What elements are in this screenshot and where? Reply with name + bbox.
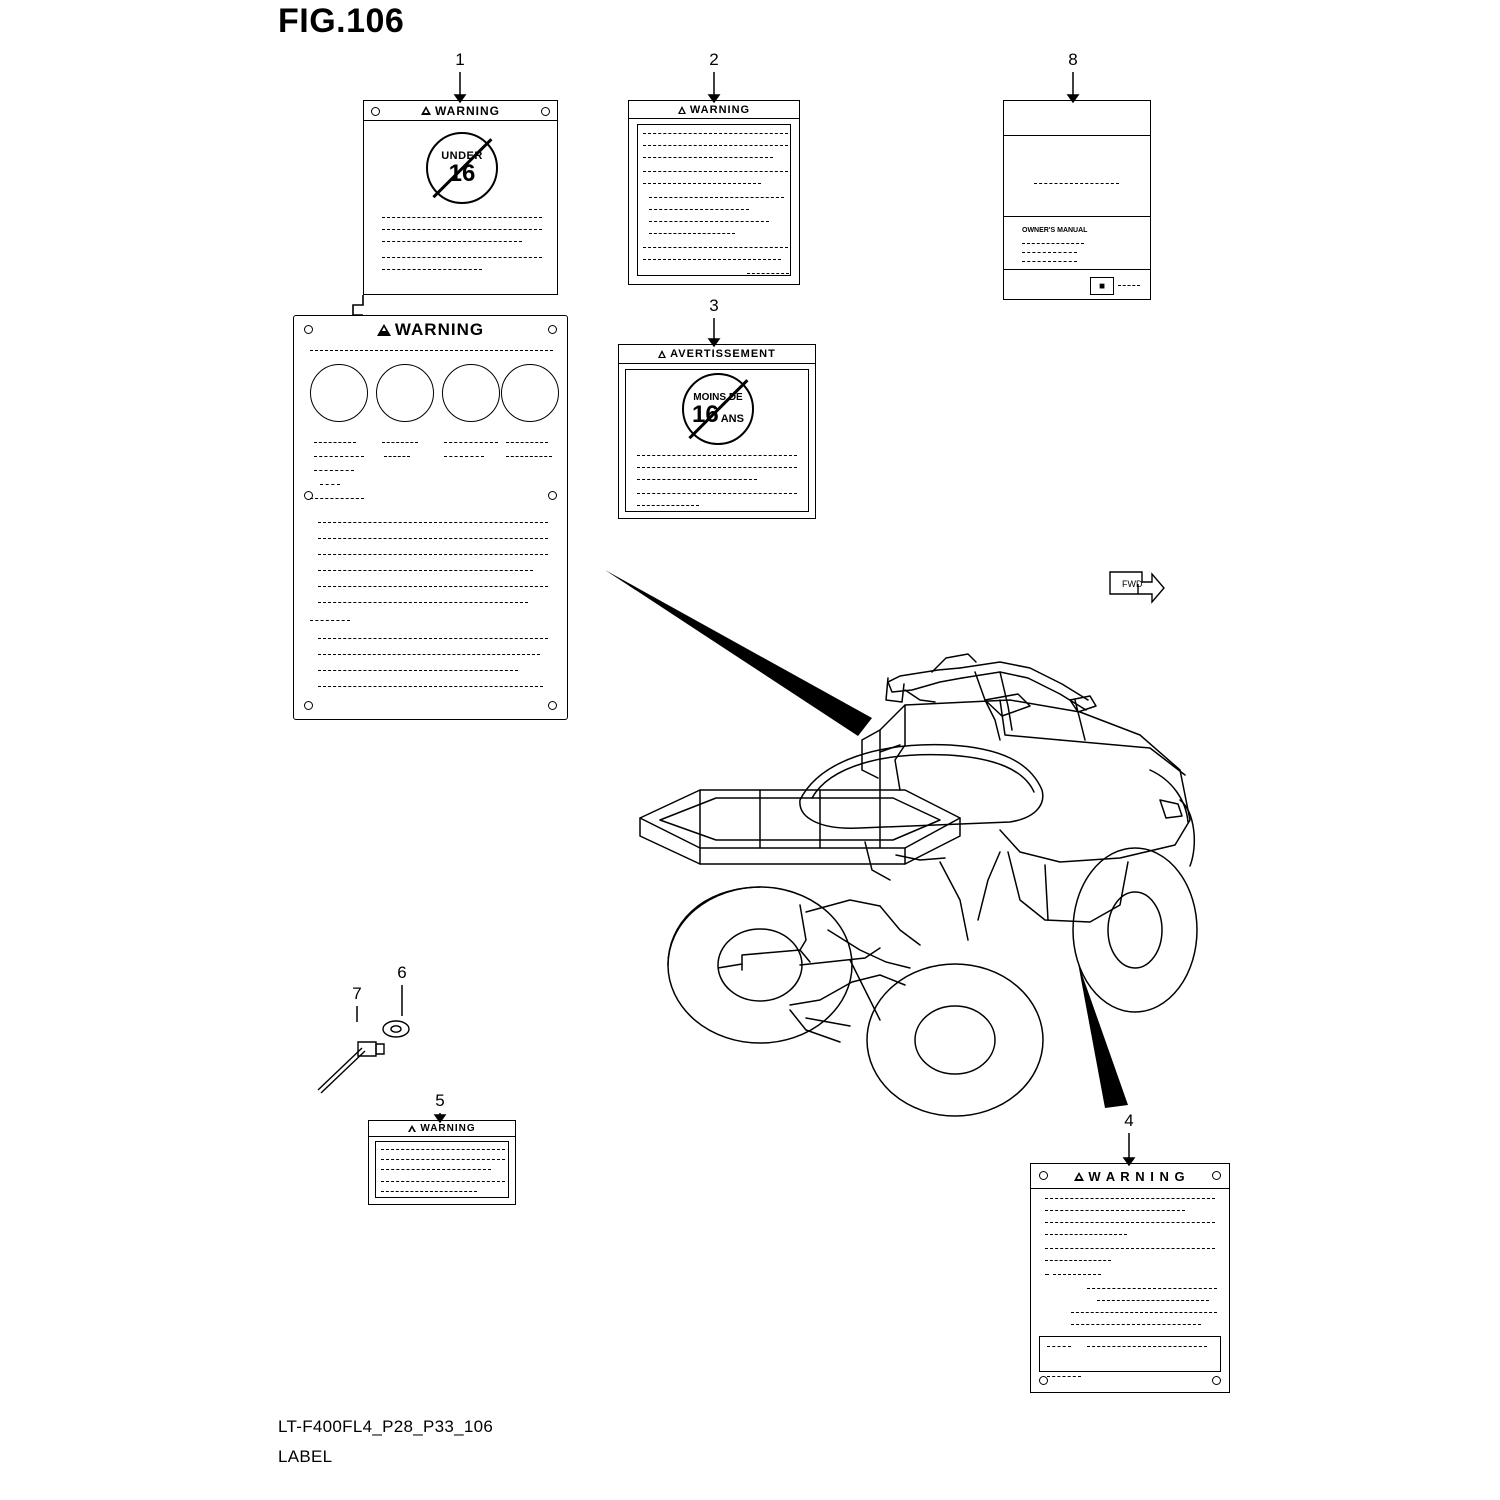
warning-triangle-icon bbox=[1074, 1172, 1084, 1181]
dashed-text-line bbox=[381, 1181, 505, 1182]
dashed-text-line bbox=[1087, 1288, 1217, 1289]
label-big-header bbox=[294, 316, 567, 344]
dashed-text-line bbox=[384, 456, 410, 457]
label-part-1-large bbox=[293, 315, 568, 720]
callout-2: 2 bbox=[709, 50, 719, 69]
footer-name: LABEL bbox=[278, 1447, 333, 1466]
label-1-header-text: WARNING bbox=[435, 103, 500, 118]
dashed-text-line bbox=[1034, 183, 1119, 184]
label-4-inner-frame bbox=[1039, 1336, 1221, 1372]
dashed-text-line bbox=[1047, 1346, 1071, 1347]
label-5-header-text: WARNING bbox=[420, 1123, 476, 1134]
screw-hole-icon bbox=[548, 701, 557, 710]
label-2-header bbox=[629, 101, 799, 119]
page-title: FIG.106 bbox=[278, 2, 405, 40]
label-3-header bbox=[619, 345, 815, 364]
dashed-text-line bbox=[643, 247, 788, 248]
screw-hole-icon bbox=[1212, 1376, 1221, 1385]
owners-manual-title: OWNER'S MANUAL bbox=[1022, 227, 1088, 234]
sign-unit-text: ANS bbox=[720, 412, 744, 425]
moins-de-16-ans-prohibition-sign bbox=[682, 373, 754, 445]
dashed-text-line bbox=[314, 470, 354, 471]
label-part-1 bbox=[363, 100, 558, 295]
dashed-text-line bbox=[637, 505, 699, 506]
callout-5: 5 bbox=[435, 1091, 445, 1110]
dashed-text-line bbox=[1022, 261, 1077, 262]
warning-triangle-icon bbox=[658, 350, 666, 358]
dashed-text-line bbox=[1045, 1248, 1215, 1249]
dashed-text-line bbox=[382, 229, 542, 230]
screw-hole-icon bbox=[1212, 1171, 1221, 1180]
dashed-text-line bbox=[1045, 1260, 1111, 1261]
dashed-text-line bbox=[318, 602, 528, 603]
dashed-text-line bbox=[649, 233, 735, 234]
label-3-header-text: AVERTISSEMENT bbox=[670, 348, 776, 360]
warning-triangle-icon bbox=[408, 1125, 416, 1132]
dashed-text-line bbox=[637, 493, 797, 494]
dashed-text-line bbox=[637, 479, 757, 480]
dashed-text-line bbox=[310, 498, 364, 499]
fwd-direction-marker bbox=[1108, 568, 1166, 604]
divider-line bbox=[1004, 135, 1150, 136]
dashed-text-line bbox=[643, 145, 788, 146]
dashed-text-line bbox=[1087, 1346, 1207, 1347]
dashed-text-line bbox=[747, 273, 789, 274]
dashed-text-line bbox=[318, 670, 518, 671]
dashed-text-line bbox=[318, 554, 548, 555]
warning-triangle-icon bbox=[678, 106, 686, 114]
dashed-text-line bbox=[1071, 1324, 1201, 1325]
callout-7: 7 bbox=[352, 984, 362, 1003]
dashed-text-line bbox=[1118, 285, 1140, 286]
screw-hole-icon bbox=[1039, 1376, 1048, 1385]
divider-line bbox=[1004, 216, 1150, 217]
dashed-text-line bbox=[381, 1149, 505, 1150]
callout-8: 8 bbox=[1068, 50, 1078, 69]
screw-hole-icon bbox=[541, 107, 550, 116]
pictogram-icon-2 bbox=[376, 364, 434, 422]
dashed-text-line bbox=[1022, 243, 1084, 244]
dashed-text-line bbox=[318, 654, 540, 655]
dashed-text-line bbox=[382, 442, 418, 443]
sign-number-text: 16 bbox=[448, 160, 476, 187]
screw-hole-icon bbox=[1039, 1171, 1048, 1180]
dashed-text-line bbox=[643, 259, 781, 260]
dashed-text-line bbox=[643, 133, 788, 134]
dashed-text-line bbox=[382, 241, 522, 242]
dashed-text-line bbox=[506, 442, 548, 443]
dashed-text-line bbox=[320, 484, 340, 485]
screw-hole-icon bbox=[304, 701, 313, 710]
dashed-text-line bbox=[649, 209, 749, 210]
warning-triangle-icon bbox=[377, 324, 391, 336]
dashed-text-line bbox=[649, 221, 769, 222]
dashed-text-line bbox=[1045, 1234, 1127, 1235]
dashed-text-line bbox=[1097, 1300, 1209, 1301]
callout-4: 4 bbox=[1124, 1111, 1134, 1130]
dashed-text-line bbox=[1047, 1376, 1081, 1377]
warning-triangle-icon bbox=[421, 106, 431, 115]
dashed-text-line bbox=[1053, 1274, 1101, 1275]
dashed-text-line bbox=[643, 183, 761, 184]
screw-hole-icon bbox=[371, 107, 380, 116]
dashed-text-line bbox=[1022, 252, 1077, 253]
screw-hole-icon bbox=[304, 325, 313, 334]
dashed-text-line bbox=[1045, 1210, 1185, 1211]
dashed-text-line bbox=[1071, 1312, 1217, 1313]
label-1-header bbox=[364, 101, 557, 121]
screw-hole-icon bbox=[548, 491, 557, 500]
dashed-text-line bbox=[381, 1159, 505, 1160]
dashed-text-line bbox=[314, 442, 356, 443]
sign-top-text: MOINS DE bbox=[693, 391, 743, 403]
pictogram-icon-3 bbox=[442, 364, 500, 422]
sign-number-text: 16 bbox=[692, 400, 719, 428]
divider-line bbox=[1004, 269, 1150, 270]
label-4-header-text: W A R N I N G bbox=[1088, 1168, 1186, 1184]
dashed-text-line bbox=[318, 522, 548, 523]
dashed-text-line bbox=[382, 257, 542, 258]
label-part-3 bbox=[618, 344, 816, 519]
dashed-text-line bbox=[382, 269, 482, 270]
prohibition-slash-icon bbox=[432, 138, 492, 198]
dashed-text-line bbox=[318, 586, 548, 587]
label-4-header bbox=[1031, 1164, 1229, 1189]
callout-3: 3 bbox=[709, 296, 719, 315]
dashed-text-line bbox=[318, 570, 533, 571]
callout-6: 6 bbox=[397, 963, 407, 982]
label-big-header-text: WARNING bbox=[394, 320, 485, 339]
dashed-text-line bbox=[314, 456, 364, 457]
dashed-text-line bbox=[381, 1191, 477, 1192]
screw-hole-icon bbox=[548, 325, 557, 334]
dashed-text-line bbox=[318, 686, 543, 687]
dashed-text-line bbox=[643, 157, 773, 158]
label-part-8 bbox=[1003, 100, 1151, 300]
dashed-text-line bbox=[637, 455, 797, 456]
dashed-text-line bbox=[1045, 1274, 1049, 1275]
dashed-text-line bbox=[318, 538, 548, 539]
sign-top-text: UNDER bbox=[441, 150, 483, 162]
label-2-header-text: WARNING bbox=[689, 103, 751, 116]
pictogram-icon-4 bbox=[501, 364, 559, 422]
dashed-text-line bbox=[444, 456, 484, 457]
label-part-5 bbox=[368, 1120, 516, 1205]
dashed-text-line bbox=[643, 171, 788, 172]
label-2-inner-frame bbox=[637, 124, 791, 276]
callout-1: 1 bbox=[455, 50, 465, 69]
label-part-4 bbox=[1030, 1163, 1230, 1393]
footer-code: LT-F400FL4_P28_P33_106 bbox=[278, 1417, 494, 1436]
dashed-text-line bbox=[381, 1169, 491, 1170]
dashed-text-line bbox=[382, 217, 542, 218]
dashed-text-line bbox=[444, 442, 498, 443]
dashed-text-line bbox=[649, 197, 784, 198]
pictogram-icon-1 bbox=[310, 364, 368, 422]
under-16-prohibition-sign bbox=[426, 132, 498, 204]
dashed-text-line bbox=[506, 456, 552, 457]
dashed-text-line bbox=[310, 350, 553, 351]
manual-book-icon: ■ bbox=[1090, 277, 1114, 295]
svg-text:FWD: FWD bbox=[1122, 579, 1143, 589]
label-part-2 bbox=[628, 100, 800, 285]
dashed-text-line bbox=[637, 467, 797, 468]
label-5-header bbox=[369, 1121, 515, 1137]
dashed-text-line bbox=[310, 620, 350, 621]
dashed-text-line bbox=[318, 638, 548, 639]
dashed-text-line bbox=[1045, 1222, 1215, 1223]
dashed-text-line bbox=[1045, 1198, 1215, 1199]
